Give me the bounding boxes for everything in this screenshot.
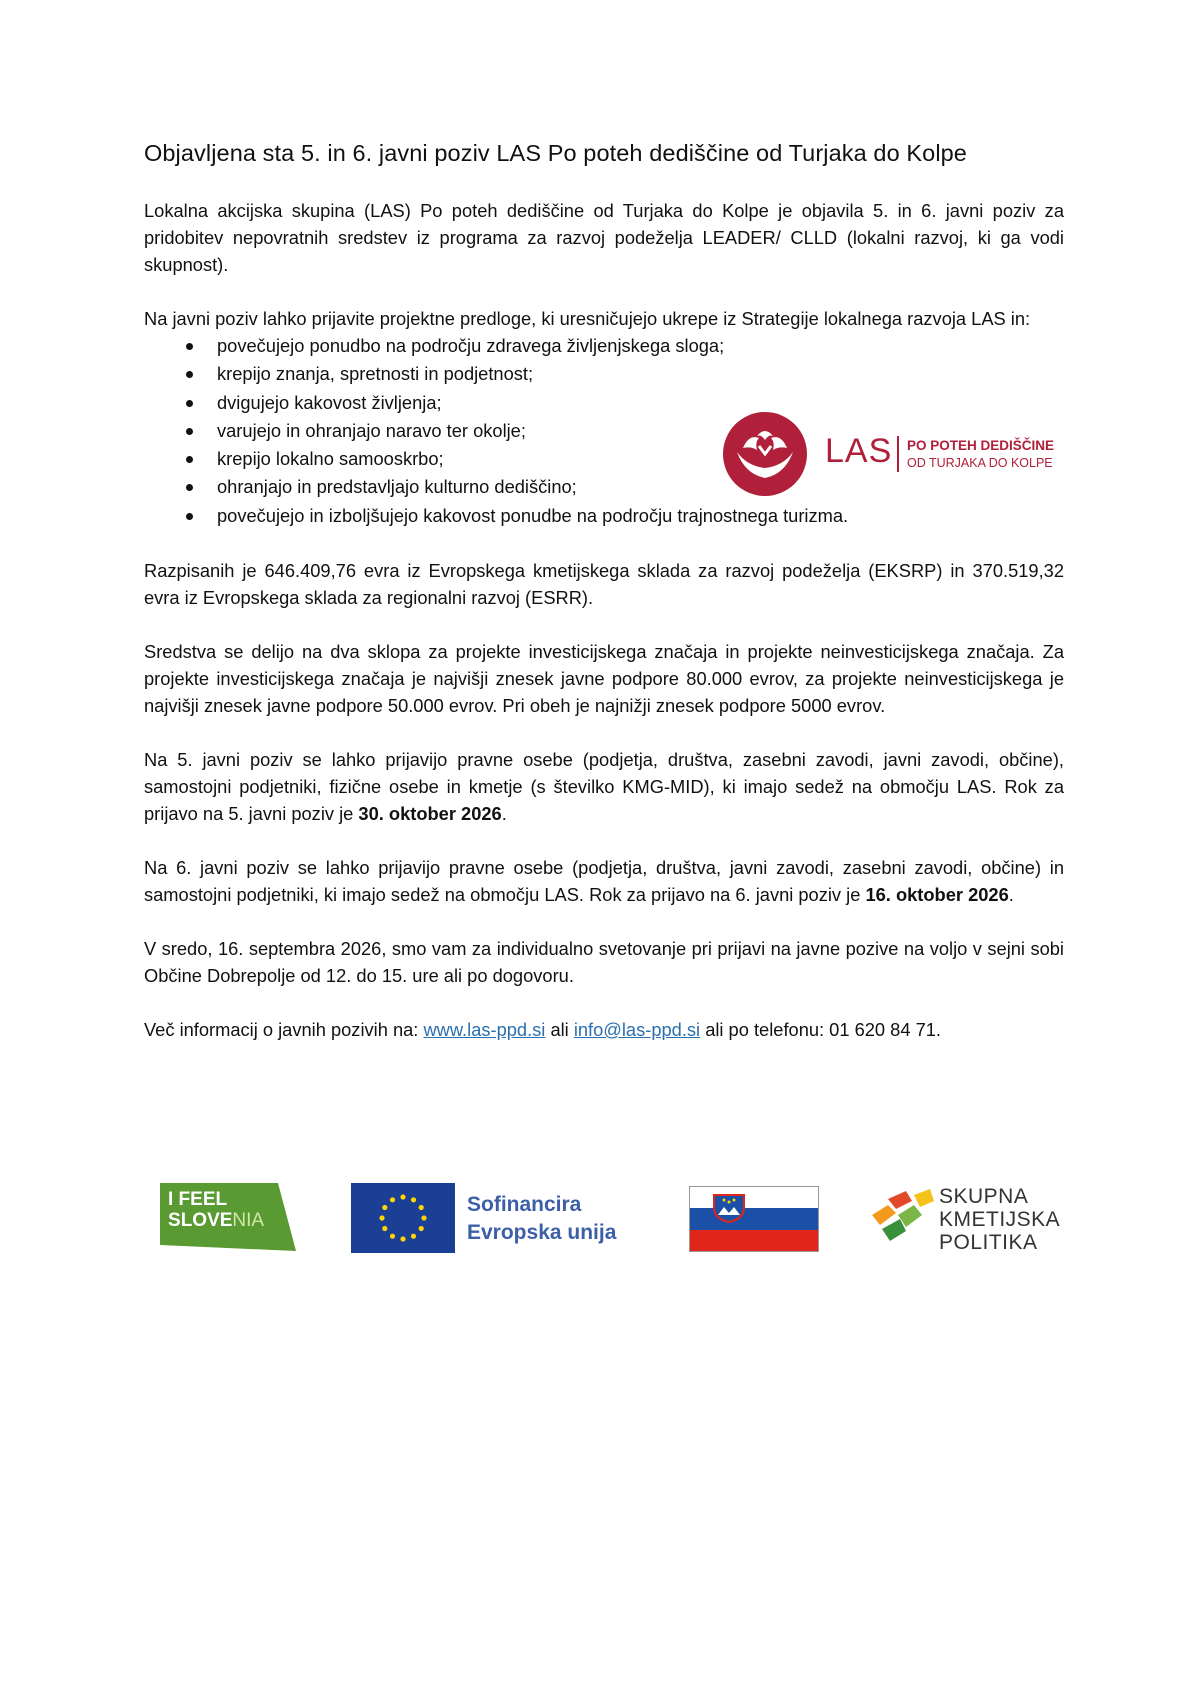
list-item: ohranjajo in predstavljajo kulturno dediščino; [144, 473, 1064, 501]
list-item: krepijo lokalno samooskrbo; [144, 445, 1064, 473]
ifeel-nia: NIA [232, 1210, 265, 1231]
eu-line1: Sofinancira [467, 1193, 582, 1216]
skp-line1: SKUPNA [939, 1185, 1029, 1208]
ifeel-love: LOVE [180, 1210, 233, 1231]
ifeel-line1: I FEEL [168, 1189, 228, 1210]
list-item: povečujejo in izboljšujejo kakovost ponudbe na področju trajnostnega turizma. [144, 502, 1064, 530]
i-feel-slovenia-logo [160, 1183, 296, 1251]
eu-cofunded-logo [351, 1183, 641, 1253]
call5-text: Na 5. javni poziv se lahko prijavijo pravne osebe (podjetja, društva, zasebni zavodi, javni zavodi, občine), samostojni podjetniki, fizične osebe in kmetje (s številko KMG-MID), ki imajo sedež na območju LAS. Rok za prijavo na 5. javni poziv je [144, 749, 1064, 825]
email-link[interactable]: info@las-ppd.si [573, 1019, 701, 1041]
page-title: Objavljena sta 5. in 6. javni poziv LAS Po poteh dediščine od Turjaka do Kolpe [144, 140, 967, 166]
eu-line2: Evropska unija [467, 1221, 617, 1244]
las-logo-line1: PO POTEH DEDIŠČINE [907, 438, 1055, 453]
ifeel-s: S [168, 1210, 181, 1231]
call5-end: . [501, 803, 507, 825]
call6-paragraph [144, 854, 1064, 908]
distribution-paragraph: Sredstva se delijo na dva sklopa za projekte investicijskega značaja in projekte neinvesticijskega značaja. Za projekte investicijskega značaja je najvišji znesek javne podpore 80.000 evrov, za projekte neinvesticijskega je najvišji znesek javne podpore 50.000 evrov. Pri obeh je najnižji znesek podpore 5000 evrov. [144, 641, 1064, 717]
eu-flag-icon [351, 1183, 455, 1253]
list-item: dvigujejo kakovost življenja; [144, 389, 1064, 417]
website-link[interactable]: www.las-ppd.si [423, 1019, 546, 1041]
contact-mid: ali [545, 1019, 574, 1041]
contact-paragraph [144, 1016, 1064, 1043]
call6-end: . [1008, 884, 1014, 906]
consult-paragraph: V sredo, 16. septembra 2026, smo vam za individualno svetovanje pri prijavi na javne pozive na voljo v sejni sobi Občine Dobrepolje od 12. do 15. ure ali po dogovoru. [144, 938, 1064, 987]
call5-paragraph [144, 746, 1064, 827]
call5-deadline: 30. oktober 2026 [358, 803, 502, 825]
skp-line2: KMETIJSKA [939, 1208, 1061, 1231]
footer-logos [0, 1183, 1200, 1263]
funds-paragraph: Razpisanih je 646.409,76 evra iz Evropskega kmetijskega sklada za razvoj podeželja (EKSRP) in 370.519,32 evra iz Evropskega sklada za regionalni razvoj (ESRR). [144, 560, 1064, 609]
list-item: krepijo znanja, spretnosti in podjetnost; [144, 360, 1064, 388]
skp-emblem-icon [866, 1189, 936, 1245]
las-logo-line2: OD TURJAKA DO KOLPE [907, 456, 1053, 470]
measures-intro: Na javni poziv lahko prijavite projektne predloge, ki uresničujejo ukrepe iz Strategije lokalnega razvoja LAS in: [144, 308, 1031, 329]
call6-text: Na 6. javni poziv se lahko prijavijo pravne osebe (podjetja, društva, javni zavodi, zasebni zavodi, občine) in samostojni podjetniki, ki imajo sedež na območju LAS. Rok za prijavo na 6. javni poziv je [144, 857, 1064, 906]
las-emblem-icon [723, 412, 807, 496]
las-logo-mark: LAS [825, 432, 893, 470]
intro-paragraph: Lokalna akcijska skupina (LAS) Po poteh dediščine od Turjaka do Kolpe je objavila 5. in 6. javni poziv za pridobitev nepovratnih sredstev iz programa za razvoj podeželja LEADER/ CLLD (lokalni razvoj, ki ga vodi skupnost). [144, 200, 1064, 275]
contact-suffix: ali po telefonu: 01 620 84 71. [700, 1019, 942, 1041]
list-item: varujejo in ohranjajo naravo ter okolje; [144, 417, 1064, 445]
las-logo-divider [897, 436, 899, 472]
document-body [144, 140, 1064, 1070]
call6-deadline: 16. oktober 2026 [865, 884, 1009, 906]
skupna-kmetijska-politika-logo [866, 1183, 1061, 1255]
contact-prefix: Več informacij o javnih pozivih na: [144, 1019, 424, 1041]
las-logo [723, 412, 1068, 498]
skp-line3: POLITIKA [939, 1231, 1038, 1254]
slovenia-flag-icon [689, 1186, 819, 1252]
list-item: povečujejo ponudbo na področju zdravega življenjskega sloga; [144, 332, 1064, 360]
